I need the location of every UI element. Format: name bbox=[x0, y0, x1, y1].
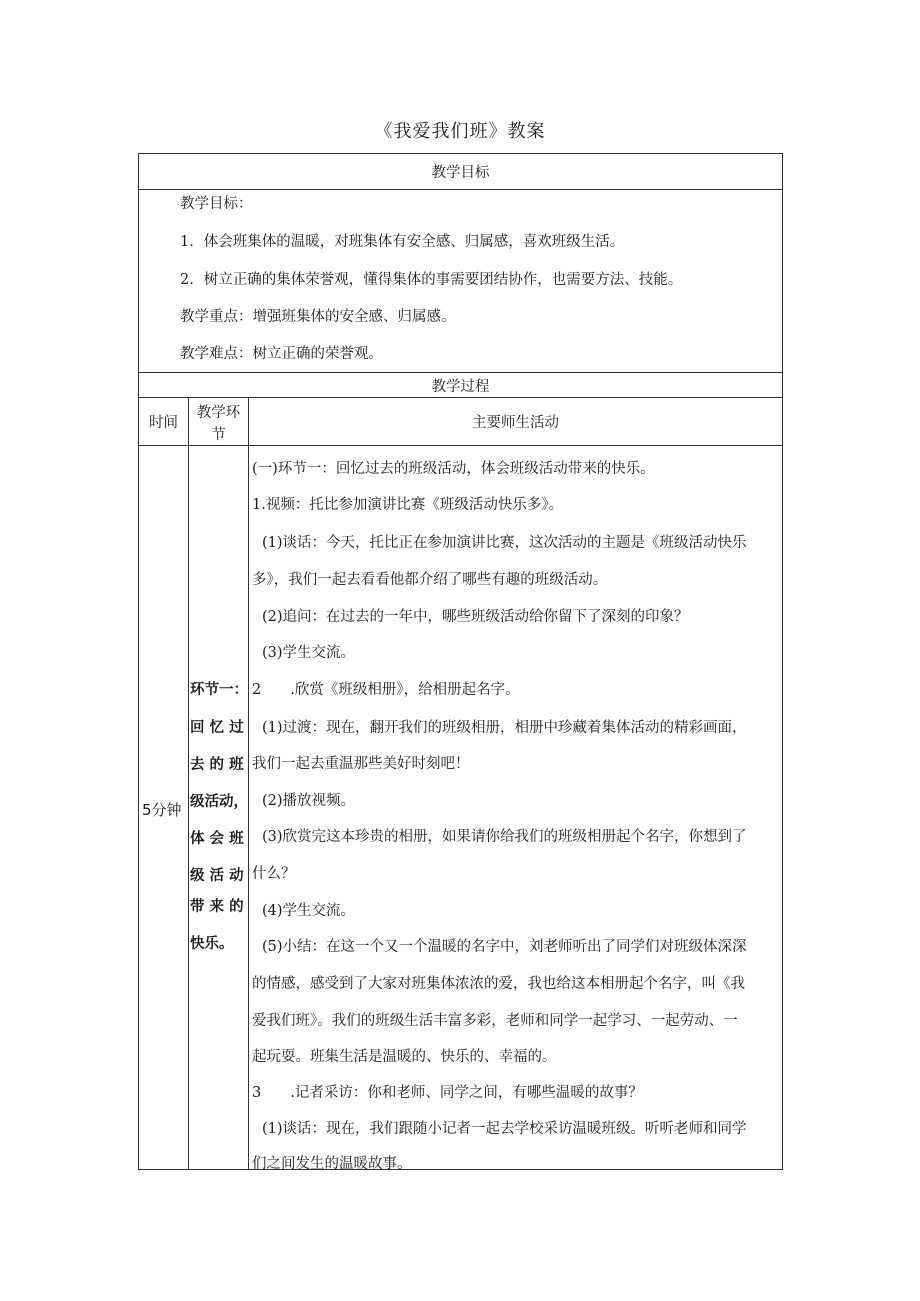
process-header bbox=[138, 372, 783, 398]
activity-line: 1.视频：托比参加演讲比赛《班级活动快乐多》。 bbox=[252, 497, 564, 513]
activity-line: 我们一起去重温那些美好时刻吧！ bbox=[252, 756, 470, 772]
difficult-point: 教学难点：树立正确的荣誉观。 bbox=[180, 346, 383, 362]
column-header-stage-line2: 节 bbox=[211, 427, 226, 443]
column-header-stage-line1: 教学环 bbox=[196, 405, 241, 421]
objectives-header bbox=[138, 153, 783, 190]
activity-line: (一)环节一：回忆过去的班级活动，体会班级活动带来的快乐。 bbox=[252, 461, 655, 477]
stage-line: 级活动， bbox=[190, 794, 248, 810]
activity-line: (2)播放视频。 bbox=[262, 793, 356, 809]
objective-item-1: 1．体会班集体的温暖，对班集体有安全感、归属感，喜欢班级生活。 bbox=[180, 234, 625, 250]
process-header-text: 教学过程 bbox=[431, 378, 490, 395]
activity-line: (3)学生交流。 bbox=[262, 645, 356, 661]
column-header-time bbox=[138, 397, 189, 446]
stage-line: 体 会 班 bbox=[190, 831, 244, 847]
activity-line: 3 .记者采访：你和老师、同学之间，有哪些温暖的故事？ bbox=[252, 1085, 643, 1101]
column-header-stage bbox=[188, 397, 249, 446]
activity-line: (5)小结：在这一个又一个温暖的名字中，刘老师听出了同学们对班级体深深 bbox=[262, 939, 747, 955]
activity-line: (1)过渡：现在，翻开我们的班级相册，相册中珍藏着集体活动的精彩画面， bbox=[262, 720, 747, 736]
activity-line: 多》，我们一起去看看他都介绍了哪些有趣的班级活动。 bbox=[252, 572, 608, 588]
stage-line: 级 活 动 bbox=[190, 868, 244, 884]
activity-line: 什么？ bbox=[252, 866, 296, 882]
column-header-time-text: 时间 bbox=[149, 415, 178, 431]
activity-line: 的情感，感受到了大家对班集体浓浓的爱，我也给这本相册起个名字，叫《我 bbox=[252, 976, 745, 992]
page-title: 《我爱我们班》教案 bbox=[374, 121, 546, 142]
activity-line: (1)谈话：现在，我们跟随小记者一起去学校采访温暖班级。听听老师和同学 bbox=[262, 1121, 747, 1137]
activity-line: (1)谈话：今天，托比正在参加演讲比赛，这次活动的主题是《班级活动快乐 bbox=[262, 535, 747, 551]
stage-line: 回 忆 过 bbox=[190, 720, 244, 736]
activity-line: (4)学生交流。 bbox=[262, 903, 356, 919]
stage-line: 快乐。 bbox=[190, 936, 234, 952]
activity-line: 2 .欣赏《班级相册》，给相册起名字。 bbox=[252, 682, 520, 698]
column-header-activities-text: 主要师生活动 bbox=[472, 415, 559, 431]
activity-line: (2)追问：在过去的一年中，哪些班级活动给你留下了深刻的印象？ bbox=[262, 609, 689, 625]
objectives-label: 教学目标： bbox=[180, 196, 253, 212]
time-value: 5分钟 bbox=[142, 801, 182, 819]
objectives-header-text: 教学目标 bbox=[431, 165, 490, 181]
stage-line: 环节一： bbox=[190, 682, 248, 698]
stage-line: 去 的 班 bbox=[190, 757, 244, 773]
activity-line: 起玩耍。班集生活是温暖的、快乐的、幸福的。 bbox=[252, 1049, 557, 1065]
stage-line: 带 来 的 bbox=[190, 899, 244, 915]
activity-line: (3)欣赏完这本珍贵的相册，如果请你给我们的班级相册起个名字，你想到了 bbox=[262, 829, 747, 845]
column-header-activities bbox=[248, 397, 783, 446]
activity-line: 们之间发生的温暖故事。 bbox=[252, 1156, 412, 1172]
key-point: 教学重点：增强班集体的安全感、归属感。 bbox=[180, 309, 456, 325]
objective-item-2: 2．树立正确的集体荣誉观，懂得集体的事需要团结协作，也需要方法、技能。 bbox=[180, 272, 683, 288]
activity-line: 爱我们班》。我们的班级生活丰富多彩，老师和同学一起学习、一起劳动、一 bbox=[252, 1013, 738, 1029]
